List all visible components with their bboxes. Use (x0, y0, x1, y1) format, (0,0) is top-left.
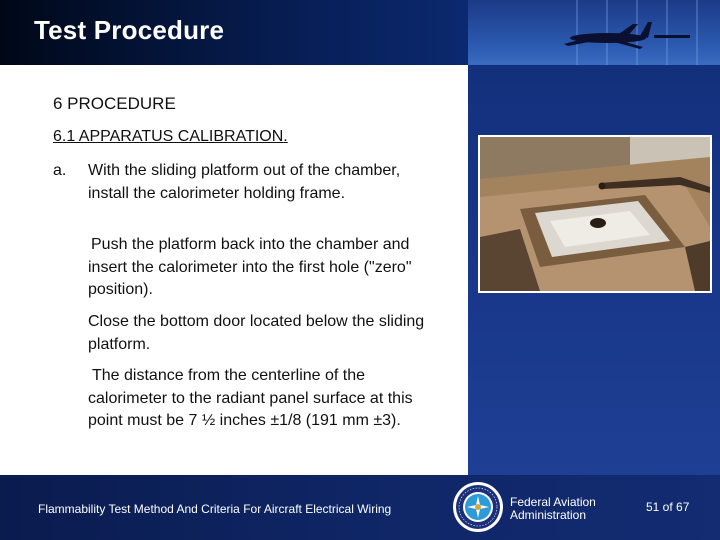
subsection-heading: 6.1 APPARATUS CALIBRATION. (53, 128, 288, 145)
section-heading: 6 PROCEDURE (53, 94, 176, 113)
page-number: 51 of 67 (646, 500, 690, 514)
calorimeter-platform-image (480, 137, 710, 291)
step-label: a. (53, 162, 67, 179)
header-airplane-image (468, 0, 720, 65)
airplane-icon (468, 0, 720, 65)
agency-line-2: Administration (510, 508, 587, 522)
agency-line-1: Federal Aviation (510, 495, 596, 509)
page-title: Test Procedure (34, 15, 225, 45)
step-paragraph-2: Push the platform back into the chamber and insert the calorimeter into the first hole ("zero" position). (88, 236, 412, 298)
footer-bar (0, 475, 720, 540)
step-paragraph-3: Close the bottom door located below the sliding platform. (88, 313, 425, 353)
header-bar (0, 0, 720, 65)
apparatus-photo (478, 135, 712, 293)
step-paragraph-1: With the sliding platform out of the chamber, install the calorimeter holding frame. (88, 162, 401, 202)
agency-name (510, 496, 596, 522)
footer-title: Flammability Test Method And Criteria For Aircraft Electrical Wiring (38, 502, 392, 516)
step-paragraph-4: The distance from the centerline of the calorimeter to the radiant panel surface at this point must be 7 ½ inches ±1/8 (191 mm ±3). (88, 367, 413, 429)
faa-seal-icon (452, 481, 504, 533)
